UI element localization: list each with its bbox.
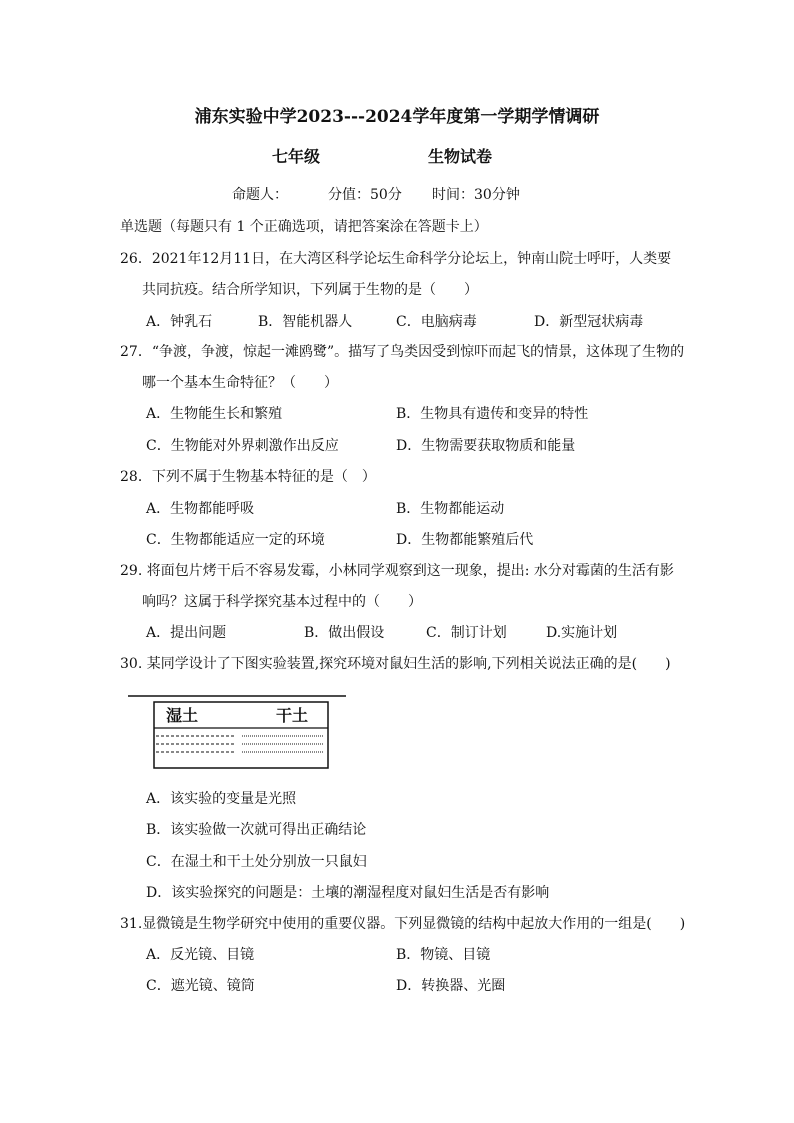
question-30-stem: 30. 某同学设计了下图实验装置,探究环境对鼠妇生活的影响,下列相关说法正确的是( ) — [120, 656, 671, 672]
question-29-option-c[interactable]: C．制订计划 — [426, 625, 507, 641]
question-26-stem-line-2: 共同抗疫。结合所学知识，下列属于生物的是（ ） — [142, 282, 478, 298]
question-29-stem-line-1: 29. 将面包片烤干后不容易发霉，小林同学观察到这一现象，提出: 水分对霉菌的生活有影 — [120, 563, 674, 579]
question-27-option-a[interactable]: A．生物能生长和繁殖 — [146, 406, 283, 422]
question-26-option-c[interactable]: C．电脑病毒 — [396, 314, 477, 330]
time-label: 时间：30分钟 — [432, 187, 520, 203]
question-27-stem-line-2: 哪一个基本生命特征？（ ） — [142, 375, 338, 391]
question-31-stem: 31.显微镜是生物学研究中使用的重要仪器。下列显微镜的结构中起放大作用的一组是( ) — [120, 916, 686, 932]
question-28-option-a[interactable]: A．生物都能呼吸 — [146, 501, 255, 517]
question-28-stem: 28．下列不属于生物基本特征的是（ ） — [120, 469, 376, 485]
question-28-option-b[interactable]: B．生物都能运动 — [396, 501, 505, 517]
question-29-option-a[interactable]: A．提出问题 — [146, 625, 227, 641]
question-30-option-b[interactable]: B．该实验做一次就可得出正确结论 — [146, 822, 367, 838]
experiment-diagram-svg — [126, 690, 346, 772]
question-30-option-c[interactable]: C．在湿土和干土处分别放一只鼠妇 — [146, 854, 367, 870]
question-26-option-d[interactable]: D．新型冠状病毒 — [534, 314, 644, 330]
subject-label: 生物试卷 — [428, 147, 493, 166]
question-31-option-c[interactable]: C．遮光镜、镜筒 — [146, 978, 255, 994]
dry-soil-label: 干土 — [276, 706, 309, 725]
question-31-option-d[interactable]: D．转换器、光圈 — [396, 978, 506, 994]
question-31-option-a[interactable]: A．反光镜、目镜 — [146, 947, 255, 963]
question-30-option-d[interactable]: D．该实验探究的问题是：土壤的潮湿程度对鼠妇生活是否有影响 — [146, 885, 550, 901]
question-27-option-d[interactable]: D．生物需要获取物质和能量 — [396, 438, 576, 454]
page-title: 浦东实验中学2023---2024学年度第一学期学情调研 — [194, 107, 600, 127]
question-26-option-a[interactable]: A．钟乳石 — [146, 314, 213, 330]
section-instructions: 单选题（每题只有 1 个正确选项，请把答案涂在答题卡上） — [120, 219, 488, 235]
question-26-option-b[interactable]: B．智能机器人 — [258, 314, 353, 330]
grade-label: 七年级 — [272, 147, 321, 166]
question-26-stem-line-1: 26．2021年12月11日，在大湾区科学论坛生命科学分论坛上，钟南山院士呼吁，人类要 — [120, 251, 672, 267]
wet-soil-label: 湿土 — [166, 706, 199, 725]
experiment-diagram — [126, 690, 346, 772]
question-31-option-b[interactable]: B．物镜、目镜 — [396, 947, 491, 963]
score-label: 分值：50分 — [328, 187, 402, 203]
question-29-stem-line-2: 响吗？这属于科学探究基本过程中的（ ） — [142, 594, 422, 610]
question-27-option-c[interactable]: C．生物能对外界刺激作出反应 — [146, 438, 339, 454]
question-29-option-b[interactable]: B．做出假设 — [304, 625, 385, 641]
question-27-option-b[interactable]: B．生物具有遗传和变异的特性 — [396, 406, 589, 422]
question-28-option-c[interactable]: C．生物都能适应一定的环境 — [146, 532, 325, 548]
author-label: 命题人： — [232, 187, 288, 203]
question-27-stem-line-1: 27．“争渡，争渡，惊起一滩鸥鹭”。描写了鸟类因受到惊吓而起飞的情景，这体现了生物的 — [120, 344, 685, 360]
question-28-option-d[interactable]: D．生物都能繁殖后代 — [396, 532, 534, 548]
question-29-option-d[interactable]: D.实施计划 — [546, 625, 618, 641]
question-30-option-a[interactable]: A．该实验的变量是光照 — [146, 791, 297, 807]
